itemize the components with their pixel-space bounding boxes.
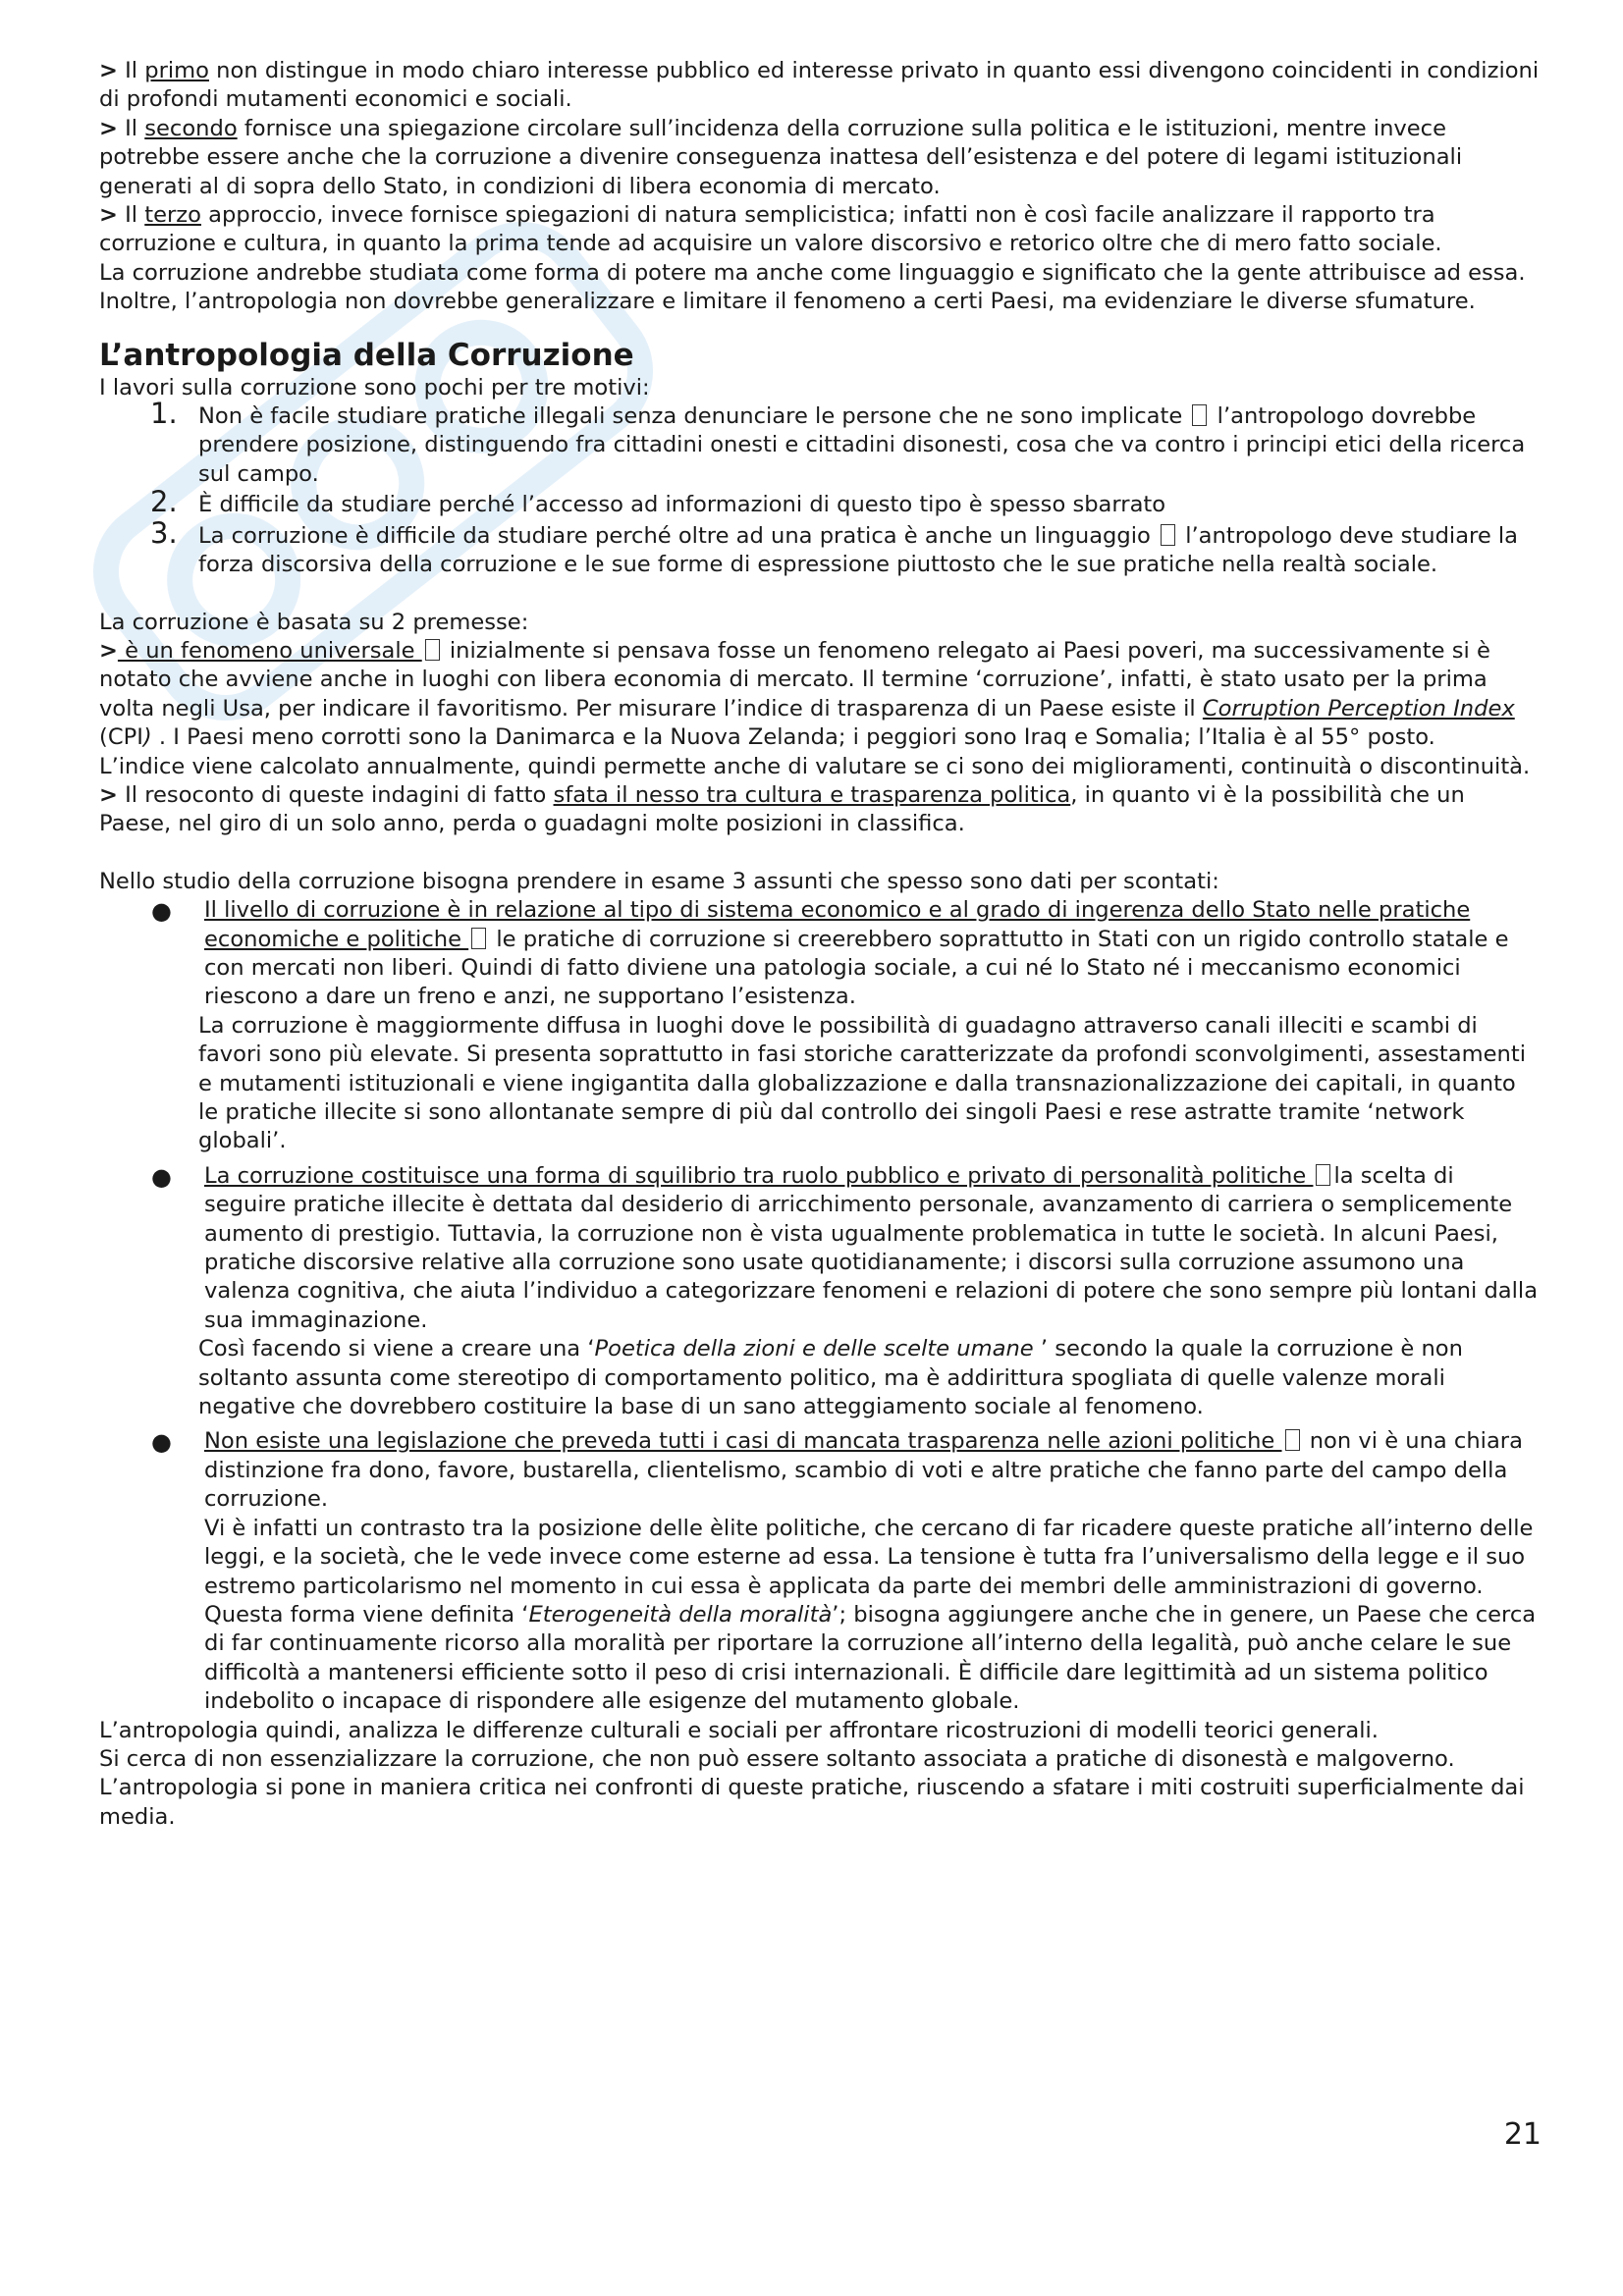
list-item: 3. La corruzione è difficile da studiare perché oltre ad una pratica è anche un linguaggio l’antropologo deve studiare la forza discorsiva della corruzione e le sue forme di espressione piuttosto che le sue pratiche nella realtà sociale. <box>150 515 1519 578</box>
paragraph-premesse-intro: La corruzione è basata su 2 premesse: <box>99 609 529 635</box>
list-item: 2. È difficile da studiare perché l’accesso ad informazioni di questo tipo è spesso sbarrato <box>150 485 1166 519</box>
bullet-icon: ● <box>151 897 172 926</box>
closing-paragraph: Si cerca di non essenzializzare la corruzione, che non può essere soltanto associata a pratiche di disonestà e malgoverno. <box>99 1745 1455 1772</box>
paragraph-corruzione-studiata: La corruzione andrebbe studiata come forma di potere ma anche come linguaggio e significato che la gente attribuisce ad essa. <box>99 259 1526 286</box>
numbered-list <box>99 397 1542 579</box>
body-text <box>99 57 1542 1832</box>
list-item: ● La corruzione costituisce una forma di squilibrio tra ruolo pubblico e privato di personalità politiche la scelta di seguire pratiche illecite è dettata dal desiderio di arricchimento personale, avanzamento di carriera o semplicemente aumento di prestigio. Tuttavia, la corruzione non è vista ugualmente problematica in tutte le società. In alcuni Paesi, pratiche discorsive relative alla corruzione sono usate quotidianamente; i discorsi sulla corruzione assumono una valenza cognitiva, che aiuta l’individuo a categorizzare fenomeni e relazioni di potere che sono sempre più lontani dalla sua immaginazione. <box>151 1162 1539 1333</box>
paragraph-terzo: > Il terzo approccio, invece fornisce spiegazioni di natura semplicistica; infatti non è così facile analizzare il rapporto tra corruzione e cultura, in quanto la prima tende ad acquisire un valore discorsivo e retorico oltre che di mero fatto sociale. <box>99 202 1442 257</box>
list-item: 1. Non è facile studiare pratiche illegali senza denunciare le persone che ne sono implicate l’antropologo dovrebbe prendere posizione, distinguendo fra cittadini onesti e cittadini disonesti, cosa che va contro i principi etici della ricerca sul campo. <box>150 397 1526 487</box>
bullet-list <box>99 1427 1542 1716</box>
paragraph-indice: L’indice viene calcolato annualmente, quindi permette anche di valutare se ci sono dei miglioramenti, continuità o discontinuità. <box>99 753 1531 779</box>
bullet-list <box>99 896 1542 1012</box>
arrow-glyph-icon <box>425 639 440 661</box>
arrow-glyph-icon <box>471 928 486 949</box>
arrow-glyph-icon <box>1161 524 1175 546</box>
page-number: 21 <box>1503 2117 1542 2152</box>
bullet-continuation: Così facendo si viene a creare una ‘Poetica della zioni e delle scelte umane ’ secondo la quale la corruzione è non soltanto assunta come stereotipo di comportamento politico, ma è addirittura spogliata di quelle valenze morali negative che dovrebbero costituire la base di un sano atteggiamento sociale al fenomeno. <box>198 1336 1463 1420</box>
paragraph-assunti-intro: Nello studio della corruzione bisogna prendere in esame 3 assunti che spesso sono dati per scontati: <box>99 868 1219 894</box>
bullet-icon: ● <box>151 1162 172 1191</box>
paragraph-premessa-2: > Il resoconto di queste indagini di fatto sfata il nesso tra cultura e trasparenza politica, in quanto vi è la possibilità che un Paese, nel giro di un solo anno, perda o guadagni molte posizioni in classifica. <box>99 781 1465 837</box>
paragraph-secondo: > Il secondo fornisce una spiegazione circolare sull’incidenza della corruzione sulla politica e le istituzioni, mentre invece potrebbe essere anche che la corruzione a divenire conseguenza inattesa dell’esistenza e del potere di legami istituzionali generati al di sopra dello Stato, in condizioni di libera economia di mercato. <box>99 115 1463 199</box>
arrow-glyph-icon <box>1285 1429 1300 1451</box>
bullet-list <box>99 1162 1542 1335</box>
paragraph-primo: > Il primo non distingue in modo chiaro interesse pubblico ed interesse privato in quanto essi divengono coincidenti in condizioni di profondi mutamenti economici e sociali. <box>99 58 1540 113</box>
list-item: ● Il livello di corruzione è in relazione al tipo di sistema economico e al grado di ingerenza dello Stato nelle pratiche economiche e politiche le pratiche di corruzione si creerebbero soprattutto in Stati con un rigido controllo statale e con mercati non liberi. Quindi di fatto diviene una patologia sociale, a cui né lo Stato né i meccanismo economici riescono a dare un freno e anzi, ne supportano l’esistenza. <box>151 897 1509 1010</box>
paragraph-inoltre: Inoltre, l’antropologia non dovrebbe generalizzare e limitare il fenomeno a certi Paesi, ma evidenziare le diverse sfumature. <box>99 289 1476 315</box>
paragraph-lavori-intro: I lavori sulla corruzione sono pochi per tre motivi: <box>99 374 650 400</box>
closing-paragraph: L’antropologia si pone in maniera critica nei confronti di queste pratiche, riuscendo a sfatare i miti costruiti superficialmente dai media. <box>99 1775 1525 1830</box>
section-heading: L’antropologia della Corruzione <box>99 337 634 373</box>
closing-paragraph: L’antropologia quindi, analizza le differenze culturali e sociali per affrontare ricostruzioni di modelli teorici generali. <box>99 1717 1379 1743</box>
arrow-glyph-icon <box>1192 404 1207 426</box>
list-item: ● Non esiste una legislazione che preveda tutti i casi di mancata trasparenza nelle azioni politiche non vi è una chiara distinzione fra dono, favore, bustarella, clientelismo, scambio di voti e altre pratiche che fanno parte del campo della corruzione. Vi è infatti un contrasto tra la posizione delle èlite politiche, che cercano di far ricadere queste pratiche all’interno delle leggi, e la società, che le vede invece come esterne ad essa. La tensione è tutta fra l’universalismo della legge e il suo estremo particolarismo nel momento in cui essa è applicata da parte dei membri delle amministrazioni di governo. Questa forma viene definita ‘Eterogeneità della moralità’; bisogna aggiungere anche che in genere, un Paese che cerca di far continuamente ricorso alla moralità per riportare la corruzione all’interno della legalità, può anche celare le sue difficoltà a mantenersi efficiente sotto il peso di crisi internazionali. È difficile dare legittimità ad un sistema politico indebolito o incapace di rispondere alle esigenze del mutamento globale. <box>151 1428 1537 1715</box>
arrow-glyph-icon <box>1316 1164 1330 1186</box>
bullet-continuation: La corruzione è maggiormente diffusa in luoghi dove le possibilità di guadagno attraverso canali illeciti e scambi di favori sono più elevate. Si presenta soprattutto in fasi storiche caratterizzate da profondi sconvolgimenti, assestamenti e mutamenti istituzionali e viene ingigantita dalla globalizzazione e dalla transnazionalizzazione dei capitali, in quanto le pratiche illecite si sono allontanate sempre di più dal controllo dei singoli Paesi e rese astratte tramite ‘network globali’. <box>198 1012 1526 1154</box>
bullet-icon: ● <box>151 1428 172 1457</box>
paragraph-premessa-1: > è un fenomeno universale inizialmente si pensava fosse un fenomeno relegato ai Paesi poveri, ma successivamente si è notato che avviene anche in luoghi con libera economia di mercato. Il termine ‘corruzione’, infatti, è stato usato per la prima volta negli Usa, per indicare il favoritismo. Per misurare l’indice di trasparenza di un Paese esiste il Corruption Perception Index (CPI) . I Paesi meno corrotti sono la Danimarca e la Nuova Zelanda; i peggiori sono Iraq e Somalia; l’Italia è al 55° posto. <box>99 637 1515 751</box>
